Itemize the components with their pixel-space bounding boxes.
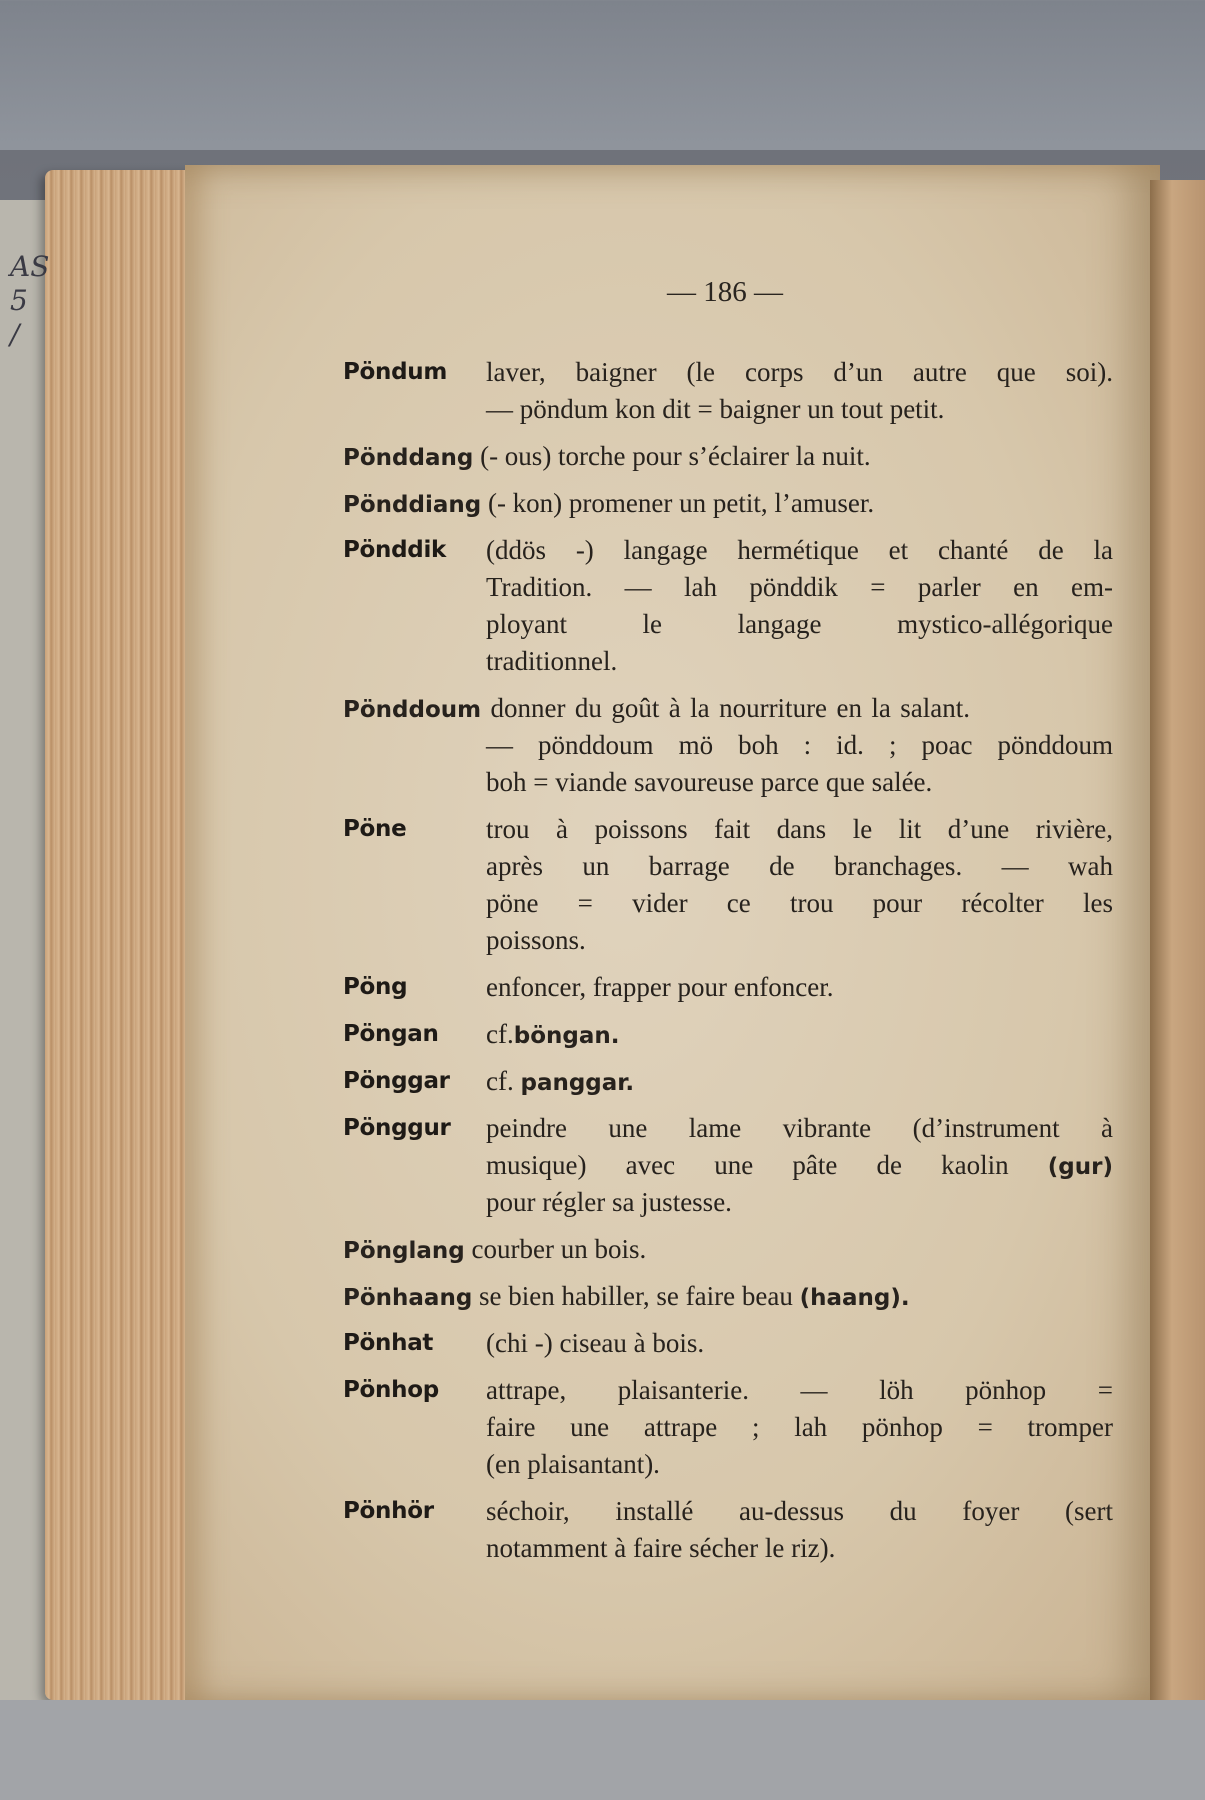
definition-text: musique) avec une pâte de kaolin bbox=[486, 1150, 1048, 1180]
definition-text: ployant le langage mystico-allégorique bbox=[486, 609, 1113, 639]
table-surface bbox=[0, 1700, 1205, 1800]
dictionary-entry bbox=[343, 1278, 1115, 1315]
definition-line bbox=[486, 848, 1113, 885]
definition-text: pöne = vider ce trou pour récolter les bbox=[486, 888, 1113, 918]
cross-reference: böngan. bbox=[513, 1023, 620, 1049]
entry-definition bbox=[343, 1231, 970, 1268]
definition-text: cf. bbox=[486, 1019, 514, 1049]
definition-text: notamment à faire sécher le riz). bbox=[486, 1533, 836, 1563]
headword: Pöng bbox=[343, 974, 408, 1000]
cross-reference: (gur) bbox=[1047, 1154, 1113, 1180]
definition-line bbox=[486, 1110, 1113, 1147]
headword: Pönggar bbox=[343, 1068, 450, 1094]
dictionary-entry bbox=[343, 1231, 1115, 1268]
definition-text: Tradition. — lah pönddik = parler en em- bbox=[486, 572, 1113, 602]
page-edges bbox=[45, 170, 205, 1700]
definition-line bbox=[486, 532, 1113, 569]
definition-line bbox=[486, 1530, 1113, 1567]
dictionary-entry bbox=[343, 1016, 1115, 1053]
definition-text: (ddös -) langage hermétique et chanté de la bbox=[486, 535, 1113, 565]
definition-text: cf. bbox=[486, 1066, 521, 1096]
definition-line bbox=[486, 1372, 1113, 1409]
definition-text: (- ous) torche pour s’éclairer la nuit. bbox=[480, 441, 871, 471]
definition-text: (chi -) ciseau à bois. bbox=[486, 1328, 705, 1358]
definition-line bbox=[486, 885, 1113, 922]
entry-definition bbox=[486, 1493, 1113, 1567]
definition-line bbox=[343, 438, 970, 475]
definition-line bbox=[486, 1493, 1113, 1530]
cross-reference: (haang). bbox=[799, 1285, 910, 1311]
headword: Pönggur bbox=[343, 1115, 451, 1141]
definition-line bbox=[486, 391, 1113, 428]
definition-text: boh = viande savoureuse parce que salée. bbox=[486, 767, 933, 797]
definition-text: traditionnel. bbox=[486, 646, 618, 676]
facing-page-edge bbox=[1150, 180, 1205, 1700]
entry-definition bbox=[343, 485, 970, 522]
dictionary-entry bbox=[343, 438, 1115, 475]
headword: Pönddoum bbox=[343, 697, 482, 723]
entry-definition bbox=[486, 354, 1113, 428]
definition-line bbox=[343, 485, 970, 522]
definition-text: peindre une lame vibrante (d’instrument à bbox=[486, 1113, 1113, 1143]
definition-text: trou à poissons fait dans le lit d’une rivière, bbox=[486, 814, 1113, 844]
definition-text: — pönddoum mö boh : id. ; poac pönddoum bbox=[486, 730, 1113, 760]
definition-text: — pöndum kon dit = baigner un tout petit. bbox=[486, 394, 945, 424]
definition-line bbox=[486, 727, 1113, 764]
definition-line bbox=[486, 569, 1113, 606]
entry-definition bbox=[486, 1372, 1113, 1483]
definition-text: enfoncer, frapper pour enfoncer. bbox=[486, 972, 834, 1002]
dictionary-entry bbox=[343, 354, 1115, 428]
dictionary-entry bbox=[343, 1110, 1115, 1221]
dictionary-entry bbox=[343, 1325, 1115, 1362]
headword: Pönglang bbox=[343, 1238, 465, 1264]
definition-text: laver, baigner (le corps d’un autre que soi). bbox=[486, 357, 1113, 387]
dictionary-entry bbox=[343, 532, 1115, 680]
definition-text: (en plaisantant). bbox=[486, 1449, 660, 1479]
definition-line bbox=[486, 811, 1113, 848]
handwritten-margin-note: AS 5 / bbox=[10, 250, 50, 351]
entry-definition bbox=[343, 438, 970, 475]
entry-definition bbox=[486, 1063, 1113, 1100]
definition-text: faire une attrape ; lah pönhop = tromper bbox=[486, 1412, 1113, 1442]
dictionary-entries bbox=[343, 354, 1115, 1577]
entry-definition bbox=[486, 811, 1113, 959]
headword: Pönhör bbox=[343, 1498, 434, 1524]
dictionary-entry bbox=[343, 1063, 1115, 1100]
headword: Pönddik bbox=[343, 537, 447, 563]
definition-line bbox=[486, 1016, 1113, 1053]
definition-line bbox=[343, 690, 970, 727]
headword: Pönhat bbox=[343, 1330, 434, 1356]
headword: Pönddiang bbox=[343, 492, 482, 518]
definition-line bbox=[486, 969, 1113, 1006]
definition-line bbox=[343, 1278, 970, 1315]
entry-definition bbox=[486, 1325, 1113, 1362]
definition-line bbox=[486, 922, 1113, 959]
dictionary-entry bbox=[343, 969, 1115, 1006]
entry-definition bbox=[486, 969, 1113, 1006]
definition-line bbox=[486, 1184, 1113, 1221]
definition-text: séchoir, installé au-dessus du foyer (sert bbox=[486, 1496, 1113, 1526]
definition-line bbox=[486, 1409, 1113, 1446]
definition-text: poissons. bbox=[486, 925, 586, 955]
cross-reference: panggar. bbox=[520, 1070, 635, 1096]
definition-line bbox=[486, 1147, 1113, 1184]
entry-definition bbox=[486, 1016, 1113, 1053]
entry-definition bbox=[486, 532, 1113, 680]
definition-text: pour régler sa justesse. bbox=[486, 1187, 732, 1217]
definition-text: se bien habiller, se faire beau bbox=[479, 1281, 800, 1311]
definition-text: après un barrage de branchages. — wah bbox=[486, 851, 1113, 881]
definition-text: donner du goût à la nourriture en la salant. bbox=[490, 693, 970, 723]
definition-line bbox=[486, 1063, 1113, 1100]
entry-definition bbox=[343, 1278, 970, 1315]
headword: Pöne bbox=[343, 816, 407, 842]
dictionary-entry bbox=[343, 1493, 1115, 1567]
definition-text: courber un bois. bbox=[471, 1234, 647, 1264]
definition-line bbox=[486, 1446, 1113, 1483]
page-number: — 186 — bbox=[667, 276, 783, 308]
entry-definition bbox=[486, 1110, 1113, 1221]
definition-line bbox=[486, 354, 1113, 391]
entry-definition bbox=[343, 690, 970, 727]
definition-line bbox=[486, 764, 1113, 801]
headword: Pöndum bbox=[343, 359, 448, 385]
definition-line bbox=[343, 1231, 970, 1268]
dictionary-entry bbox=[343, 811, 1115, 959]
dictionary-entry bbox=[343, 485, 1115, 522]
definition-text: attrape, plaisanterie. — löh pönhop = bbox=[486, 1375, 1113, 1405]
definition-line bbox=[486, 606, 1113, 643]
dictionary-entry bbox=[343, 690, 1115, 801]
definition-line bbox=[486, 643, 1113, 680]
headword: Pönhaang bbox=[343, 1285, 473, 1311]
headword: Pöngan bbox=[343, 1021, 439, 1047]
headword: Pönddang bbox=[343, 445, 474, 471]
dictionary-entry bbox=[343, 1372, 1115, 1483]
definition-text: (- kon) promener un petit, l’amuser. bbox=[487, 488, 875, 518]
definition-line bbox=[486, 1325, 1113, 1362]
entry-definition bbox=[486, 727, 1113, 801]
headword: Pönhop bbox=[343, 1377, 439, 1403]
